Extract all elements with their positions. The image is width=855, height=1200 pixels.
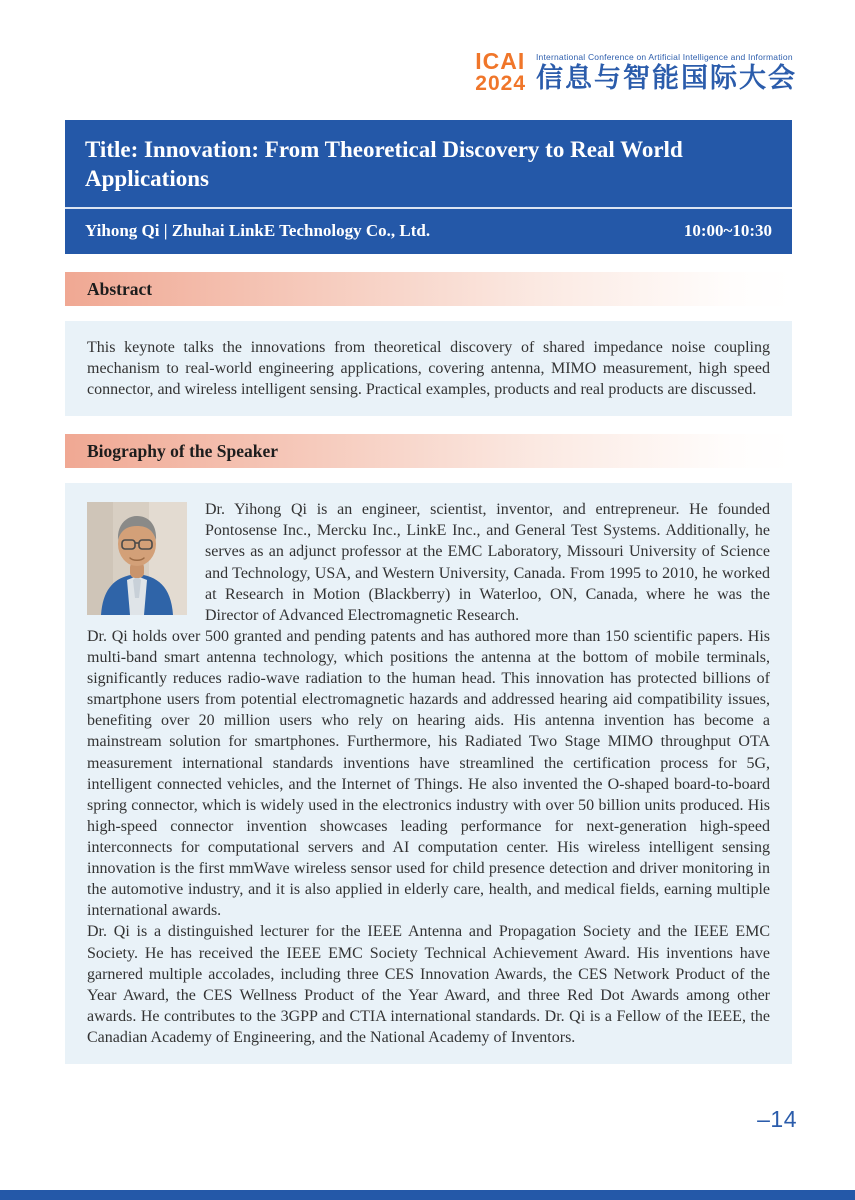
session-title: Title: Innovation: From Theoretical Discovery to Real World Applications [85, 137, 683, 192]
abstract-section-header: Abstract [65, 272, 792, 306]
session-time: 10:00~10:30 [683, 220, 772, 240]
biography-paragraph: Dr. Yihong Qi is an engineer, scientist, inventor, and entrepreneur. He founded Pontosense Inc., Mercku Inc., LinkE Inc., and General Test Systems. Additionally, he serves as an adjunct professor at the EMC Laboratory, Missouri University of Science and Technology, USA, and Western University, Canada. From 1995 to 2010, he worked at Research in Motion (Blackberry) in Waterloo, ON, Canada, where he was the Director of Advanced Electromagnetic Research. [205, 501, 770, 624]
logo-text-block [536, 52, 797, 92]
logo-chinese-title: 信息与智能国际大会 [536, 62, 797, 93]
footer-accent-bar [0, 1190, 855, 1200]
biography-section-header: Biography of the Speaker [65, 434, 792, 468]
session-header-block [65, 120, 792, 254]
biography-paragraph: Dr. Qi is a distinguished lecturer for the IEEE Antenna and Propagation Society and the IEEE EMC Society. He has received the IEEE EMC Society Technical Achievement Award. His inventions have garnered multiple accolades, including three CES Innovation Awards, the CES Network Product of the Year Award, the CES Wellness Product of the Year Award, and three Red Dot Awards among other awards. He contributes to the 3GPP and CTIA international standards. Dr. Qi is a Fellow of the IEEE, the Canadian Academy of Engineering, and the National Academy of Inventors. [87, 923, 770, 1046]
biography-panel [65, 483, 792, 1064]
speaker-affiliation: Yihong Qi | Zhuhai LinkE Technology Co., Ltd. [85, 220, 431, 240]
session-meta-row [65, 207, 792, 254]
logo-acronym-block [475, 50, 526, 94]
logo-acronym: ICAI [475, 48, 526, 74]
page-content [65, 120, 792, 1064]
abstract-text: This keynote talks the innovations from theoretical discovery of shared impedance noise coupling mechanism to real-world engineering applications, covering antenna, MIMO measurement, high speed connector, and wireless intelligent sensing. Practical examples, products and real products are discussed. [87, 338, 770, 399]
logo-year: 2024 [475, 72, 526, 95]
conference-logo [475, 50, 797, 94]
abstract-panel [65, 321, 792, 416]
speaker-photo [87, 502, 187, 615]
logo-tagline: International Conference on Artificial Intelligence and Information [536, 51, 793, 62]
page-number: –14 [757, 1106, 797, 1132]
biography-paragraph: Dr. Qi holds over 500 granted and pending patents and has authored more than 150 scientific papers. His multi-band smart antenna technology, which positions the antenna at the bottom of mobile terminals, significantly reduces radio-wave radiation to the human head. This innovation has protected billions of smartphone users from potential electromagnetic hazards and addressed hearing aid compatibility issues, benefiting over 20 million users who rely on hearing aids. His antenna invention has become a mainstream solution for smartphones. Furthermore, his Radiated Two Stage MIMO throughput OTA measurement international standards inventions have streamlined the certification process for 5G, intelligent connected vehicles, and the Internet of Things. He also invented the O-shaped board-to-board spring connector, which is widely used in the electronics industry with over 50 billion units produced. His high-speed connector invention showcases leading performance for next-generation high-speed interconnects for computational servers and AI computation center. His wireless intelligent sensing innovation is the first mmWave wireless sensor used for child presence detection and driver monitoring in the automotive industry, and it is also applied in elderly care, health, and medical fields, earning multiple international awards. [87, 627, 770, 920]
